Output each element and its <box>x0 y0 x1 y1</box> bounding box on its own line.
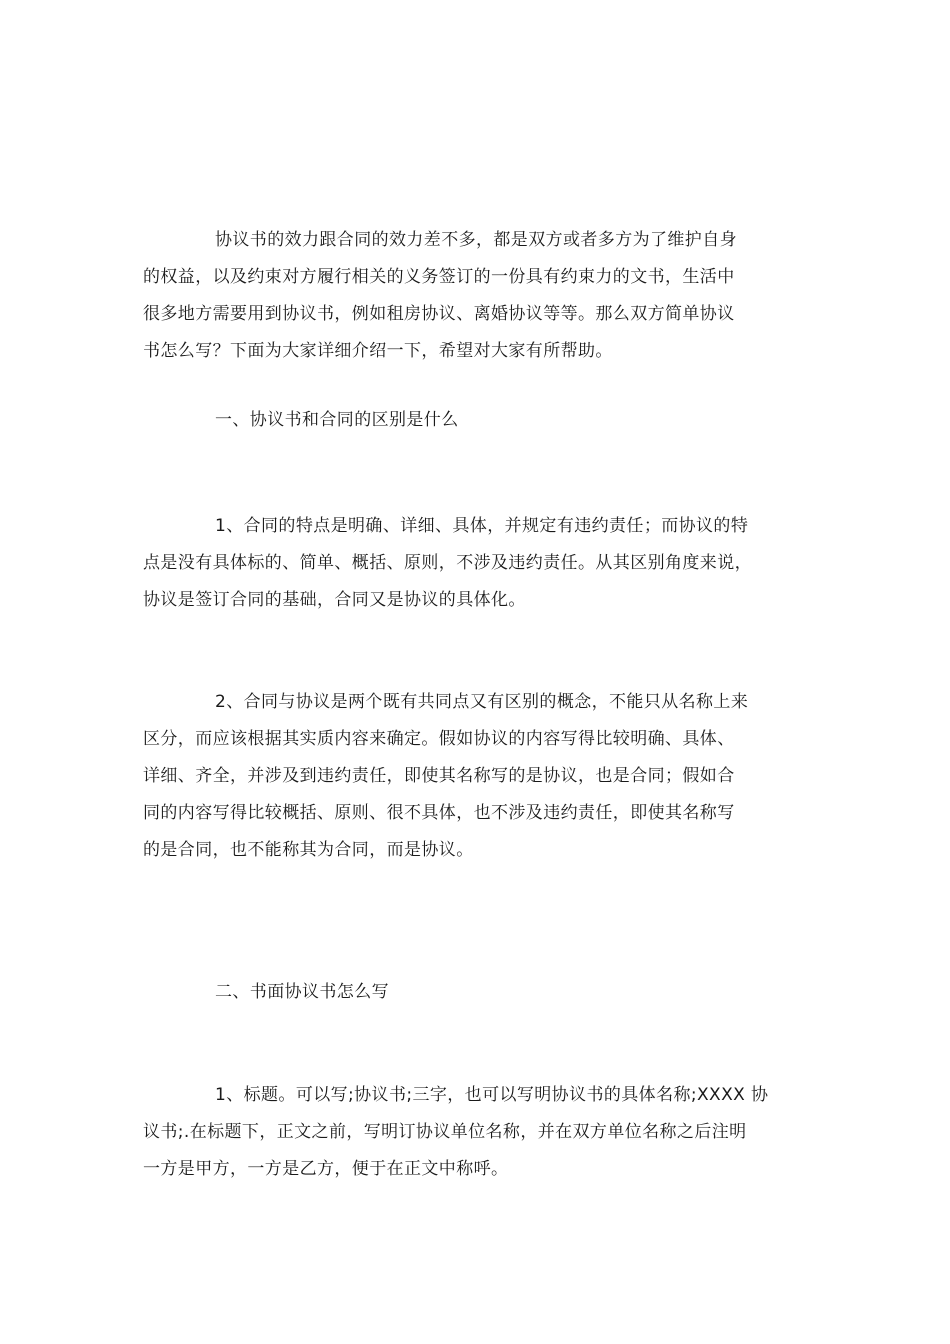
text-line: 议书;.在标题下，正文之前，写明订协议单位名称，并在双方单位名称之后注明 <box>143 1122 747 1142</box>
section-2-item-1 <box>143 1077 815 1188</box>
text-line: 1、合同的特点是明确、详细、具体，并规定有违约责任；而协议的特 <box>215 516 749 536</box>
text-line: 很多地方需要用到协议书，例如租房协议、离婚协议等等。那么双方简单协议 <box>143 304 735 324</box>
heading-text: 一、协议书和合同的区别是什么 <box>215 410 459 430</box>
text-line: 1、标题。可以写;协议书;三字，也可以写明协议书的具体名称;XXXX 协 <box>215 1085 769 1105</box>
heading-text: 二、书面协议书怎么写 <box>215 982 389 1002</box>
section-1-item-2 <box>143 684 815 869</box>
text-line: 详细、齐全，并涉及到违约责任，即使其名称写的是协议，也是合同；假如合 <box>143 766 735 786</box>
intro-paragraph <box>143 222 815 370</box>
section-1-item-1 <box>143 508 815 619</box>
text-line: 一方是甲方，一方是乙方，便于在正文中称呼。 <box>143 1159 509 1179</box>
text-line: 区分，而应该根据其实质内容来确定。假如协议的内容写得比较明确、具体、 <box>143 729 735 749</box>
section-2-heading <box>143 974 815 1011</box>
section-1-heading <box>143 402 815 439</box>
text-line: 的是合同，也不能称其为合同，而是协议。 <box>143 840 474 860</box>
text-line: 协议是签订合同的基础，合同又是协议的具体化。 <box>143 590 526 610</box>
text-line: 协议书的效力跟合同的效力差不多，都是双方或者多方为了维护自身 <box>215 230 737 250</box>
text-line: 的权益，以及约束对方履行相关的义务签订的一份具有约束力的文书，生活中 <box>143 267 735 287</box>
text-line: 书怎么写？下面为大家详细介绍一下，希望对大家有所帮助。 <box>143 341 613 361</box>
text-line: 同的内容写得比较概括、原则、很不具体，也不涉及违约责任，即使其名称写 <box>143 803 735 823</box>
text-line: 2、合同与协议是两个既有共同点又有区别的概念，不能只从名称上来 <box>215 692 749 712</box>
text-line: 点是没有具体标的、简单、概括、原则，不涉及违约责任。从其区别角度来说， <box>143 553 752 573</box>
